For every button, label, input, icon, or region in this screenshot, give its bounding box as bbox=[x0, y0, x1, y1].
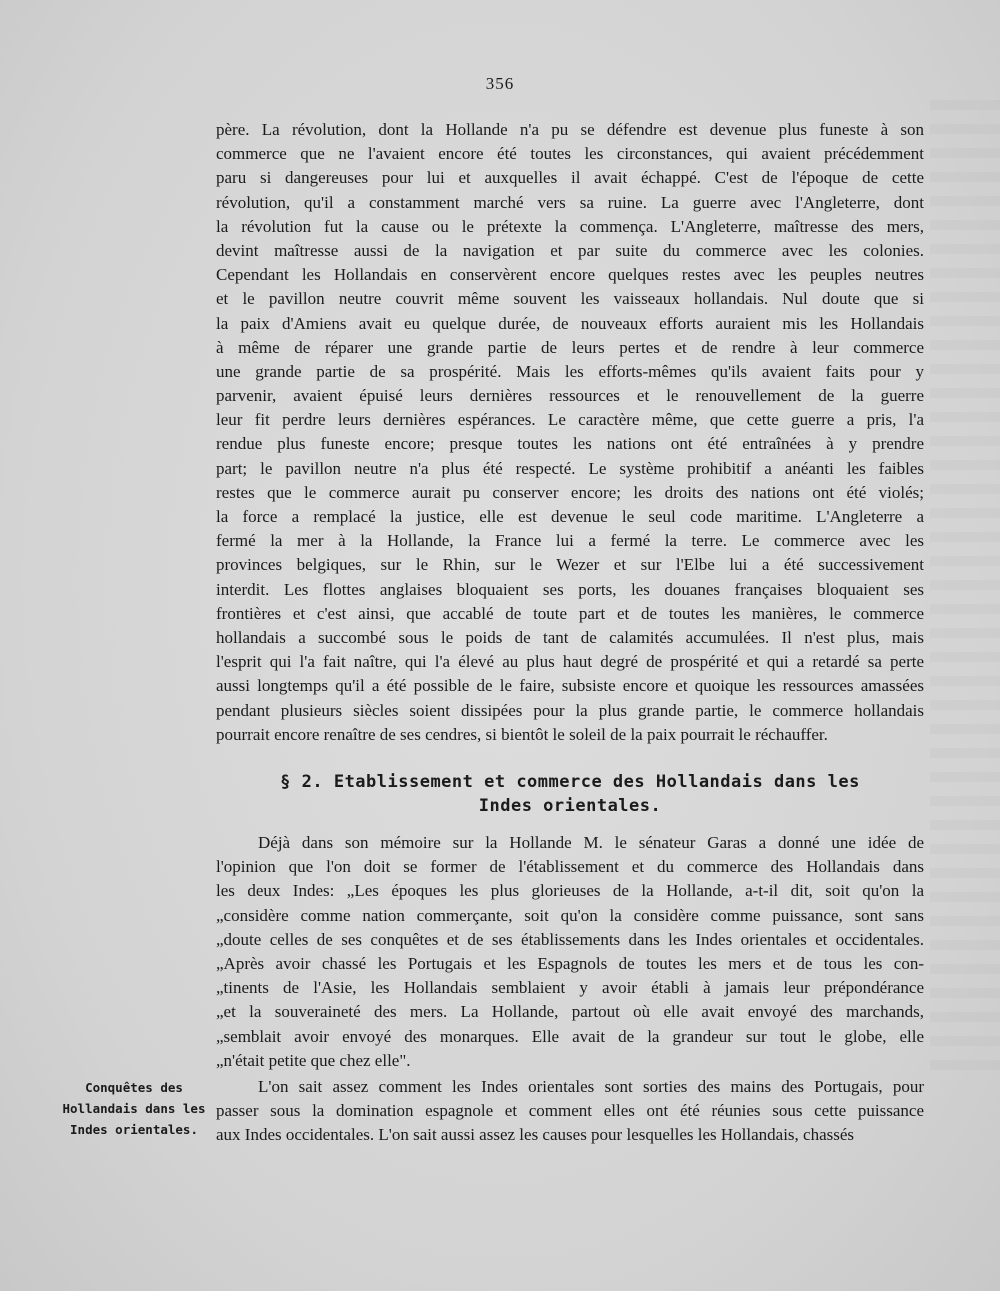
text-line: l'esprit qui l'a fait naître, qui l'a élevé au plus haut degré de prospérité et qui a retardé sa perte bbox=[216, 652, 924, 672]
text-line: révolution, qu'il a constamment marché vers sa ruine. La guerre avec l'Angleterre, dont bbox=[216, 192, 924, 212]
text-line: la révolution fut la cause ou le prétexte la commença. L'Angleterre, maîtresse des mers, bbox=[216, 216, 924, 236]
text-line: une grande partie de sa prospérité. Mais les efforts-mêmes qu'ils avaient faits pour y bbox=[216, 361, 924, 381]
heading-line: Indes orientales. bbox=[478, 796, 662, 816]
section-heading bbox=[216, 770, 924, 818]
text-line: l'opinion que l'on doit se former de l'établissement et du commerce des Hollandais dans bbox=[216, 857, 924, 877]
margin-note bbox=[60, 1077, 208, 1140]
text-line: les deux Indes: „Les époques les plus glorieuses de la Hollande, a-t-il dit, soit qu'on la bbox=[216, 881, 924, 901]
text-line: frontières et c'est ainsi, que accablé de toute part et de toutes les manières, le commerce bbox=[216, 603, 924, 623]
text-line: „doute celles de ses conquêtes et de ses établissements dans les Indes orientales et occidentales. bbox=[216, 929, 924, 949]
text-line: „Après avoir chassé les Portugais et les Espagnols de toutes les mers et de tous les con- bbox=[216, 953, 924, 973]
text-line: la paix d'Amiens avait eu quelque durée, de nouveaux efforts auraient mis les Hollandais bbox=[216, 313, 924, 333]
text-line: parvenir, avaient épuisé leurs dernières ressources et le renouvellement de la guerre bbox=[216, 386, 924, 406]
text-line: provinces belgiques, sur le Rhin, sur le Wezer et sur l'Elbe lui a été successivement bbox=[216, 555, 924, 575]
text-line: „considère comme nation commerçante, soit qu'on la considère comme puissance, sont sans bbox=[216, 905, 924, 925]
text-line: „et la souveraineté des mers. La Hollande, partout où elle avait envoyé des marchands, bbox=[216, 1002, 924, 1022]
paragraph-3 bbox=[216, 1075, 924, 1148]
text-line: „tinents de l'Asie, les Hollandais semblaient y avoir établi à jamais leur prépondérance bbox=[216, 978, 924, 998]
text-line: pourrait encore renaître de ses cendres, si bientôt le soleil de la paix pourrait le réchauffer. bbox=[216, 724, 828, 744]
margin-note-line: Indes orientales. bbox=[70, 1122, 198, 1137]
text-line: „semblait avoir envoyé des monarques. Elle avait de la grandeur sur tout le globe, elle bbox=[216, 1026, 924, 1046]
text-line: leur fit perdre leurs dernières espérances. Le caractère même, que cette guerre a pris, l'a bbox=[216, 410, 924, 430]
text-line: passer sous la domination espagnole et comment elles ont été réunies sous cette puissance bbox=[216, 1101, 924, 1121]
margin-note-line: Hollandais dans les bbox=[62, 1101, 206, 1116]
page-number: 356 bbox=[485, 74, 515, 93]
text-line: fermé la mer à la Hollande, la France lui a fermé la terre. Le commerce avec les bbox=[216, 531, 924, 551]
text-line: à même de réparer une grande partie de leurs pertes et de rendre à leur commerce bbox=[216, 337, 924, 357]
text-line: devint maîtresse aussi de la navigation et par suite du commerce avec les colonies. bbox=[216, 240, 924, 260]
heading-line: § 2. Etablissement et commerce des Hollandais dans les bbox=[280, 772, 860, 792]
text-line: Déjà dans son mémoire sur la Hollande M. le sénateur Garas a donné une idée de bbox=[258, 833, 924, 852]
text-line: L'on sait assez comment les Indes orientales sont sorties des mains des Portugais, pour bbox=[258, 1077, 924, 1096]
text-line: restes que le commerce aurait pu conserver encore; les droits des nations ont été violés; bbox=[216, 482, 924, 502]
text-line: paru si dangereuses pour lui et auxquelles il avait échappé. C'est de l'époque de cette bbox=[216, 168, 924, 188]
text-line: Cependant les Hollandais en conservèrent encore quelques restes avec les peuples neutres bbox=[216, 265, 924, 285]
paragraph-1 bbox=[216, 118, 924, 747]
text-line: interdit. Les flottes anglaises bloquaient ses ports, les douanes françaises bloquaient ses bbox=[216, 579, 924, 599]
text-line: père. La révolution, dont la Hollande n'a pu se défendre est devenue plus funeste à son bbox=[216, 120, 924, 139]
text-line: „n'était petite que chez elle". bbox=[216, 1050, 411, 1070]
paragraph-2 bbox=[216, 831, 924, 1073]
text-line: hollandais a succombé sous le poids de tant de calamités accumulées. Il n'est plus, mais bbox=[216, 627, 924, 647]
text-line: rendue plus funeste encore; presque toutes les nations ont été entraînées à y prendre bbox=[216, 434, 924, 454]
text-line: commerce que ne l'avaient encore été toutes les circonstances, qui avaient précédemment bbox=[216, 144, 924, 164]
text-line: pendant plusieurs siècles soient dissipées pour la plus grande partie, le commerce hollandais bbox=[216, 700, 924, 720]
bleed-through-shadow bbox=[930, 100, 1000, 1080]
text-line: part; le pavillon neutre n'a plus été respecté. Le système prohibitif a anéanti les faibles bbox=[216, 458, 924, 478]
text-line: et le pavillon neutre couvrit même souvent les vaisseaux hollandais. Nul doute que si bbox=[216, 289, 924, 309]
text-line: aux Indes occidentales. L'on sait aussi assez les causes pour lesquelles les Hollandais, chassés bbox=[216, 1125, 855, 1145]
text-line: la force a remplacé la justice, elle est devenue le seul code maritime. L'Angleterre a bbox=[216, 507, 924, 526]
text-line: aussi longtemps qu'il a été possible de le faire, subsiste encore et quoique les ressources amassées bbox=[216, 676, 924, 696]
margin-note-line: Conquêtes des bbox=[85, 1080, 183, 1095]
